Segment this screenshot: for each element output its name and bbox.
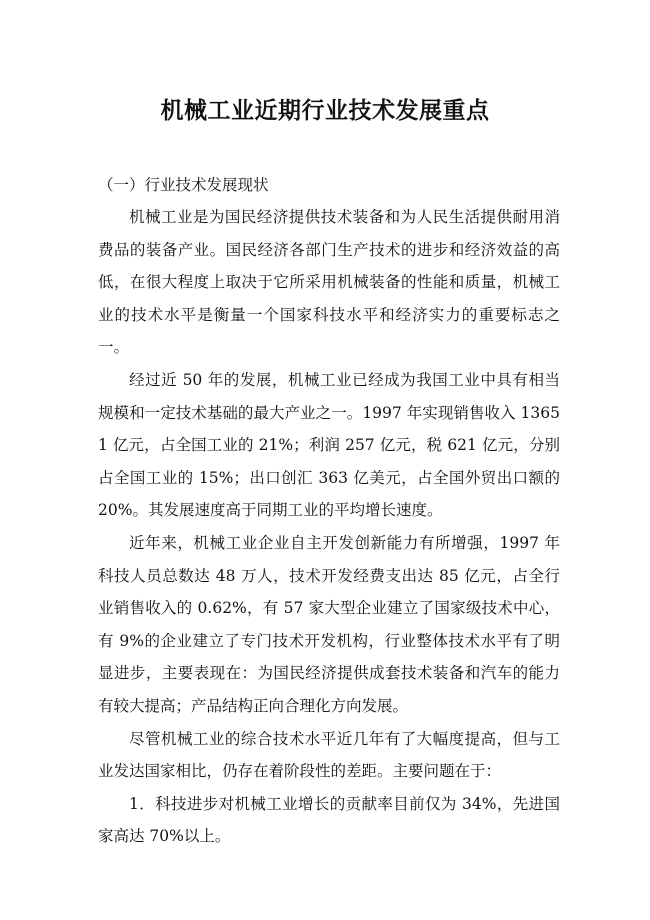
paragraph-3: 近年来，机械工业企业自主开发创新能力有所增强，1997 年科技人员总数达 48 万人，技术开发经费支出达 85 亿元，占全行业销售收入的 0.62%，有 57 家大型企业建立了国家级技术中心，有 9%的企业建立了专门技术开发机构，行业整体技术水平有了明显进步，主要表现在：为国民经济提供成套技术装备和汽车的能力有较大提高；产品结构正向合理化方向发展。 bbox=[98, 533, 560, 715]
document-title: 机械工业近期行业技术发展重点 bbox=[160, 98, 490, 124]
paragraph-1: 机械工业是为国民经济提供技术装备和为人民生活提供耐用消费品的装备产业。国民经济各部门生产技术的进步和经济效益的高低，在很大程度上取决于它所采用机械装备的性能和质量，机械工业的技术水平是衡量一个国家科技水平和经济实力的重要标志之一。 bbox=[98, 208, 560, 357]
document-body bbox=[98, 170, 560, 853]
paragraph-5: 1．科技进步对机械工业增长的贡献率目前仅为 34%，先进国家高达 70%以上。 bbox=[98, 794, 560, 846]
section-heading: （一）行业技术发展现状 bbox=[98, 176, 269, 194]
paragraph-4: 尽管机械工业的综合技术水平近几年有了大幅度提高，但与工业发达国家相比，仍存在着阶段性的差距。主要问题在于： bbox=[98, 729, 560, 781]
paragraph-2: 经过近 50 年的发展，机械工业已经成为我国工业中具有相当规模和一定技术基础的最大产业之一。1997 年实现销售收入 13651 亿元，占全国工业的 21%；利润 257 亿元，税 621 亿元，分别占全国工业的 15%；出口创汇 363 亿美元，占全国外贸出口额的 20%。其发展速度高于同期工业的平均增长速度。 bbox=[98, 370, 560, 520]
